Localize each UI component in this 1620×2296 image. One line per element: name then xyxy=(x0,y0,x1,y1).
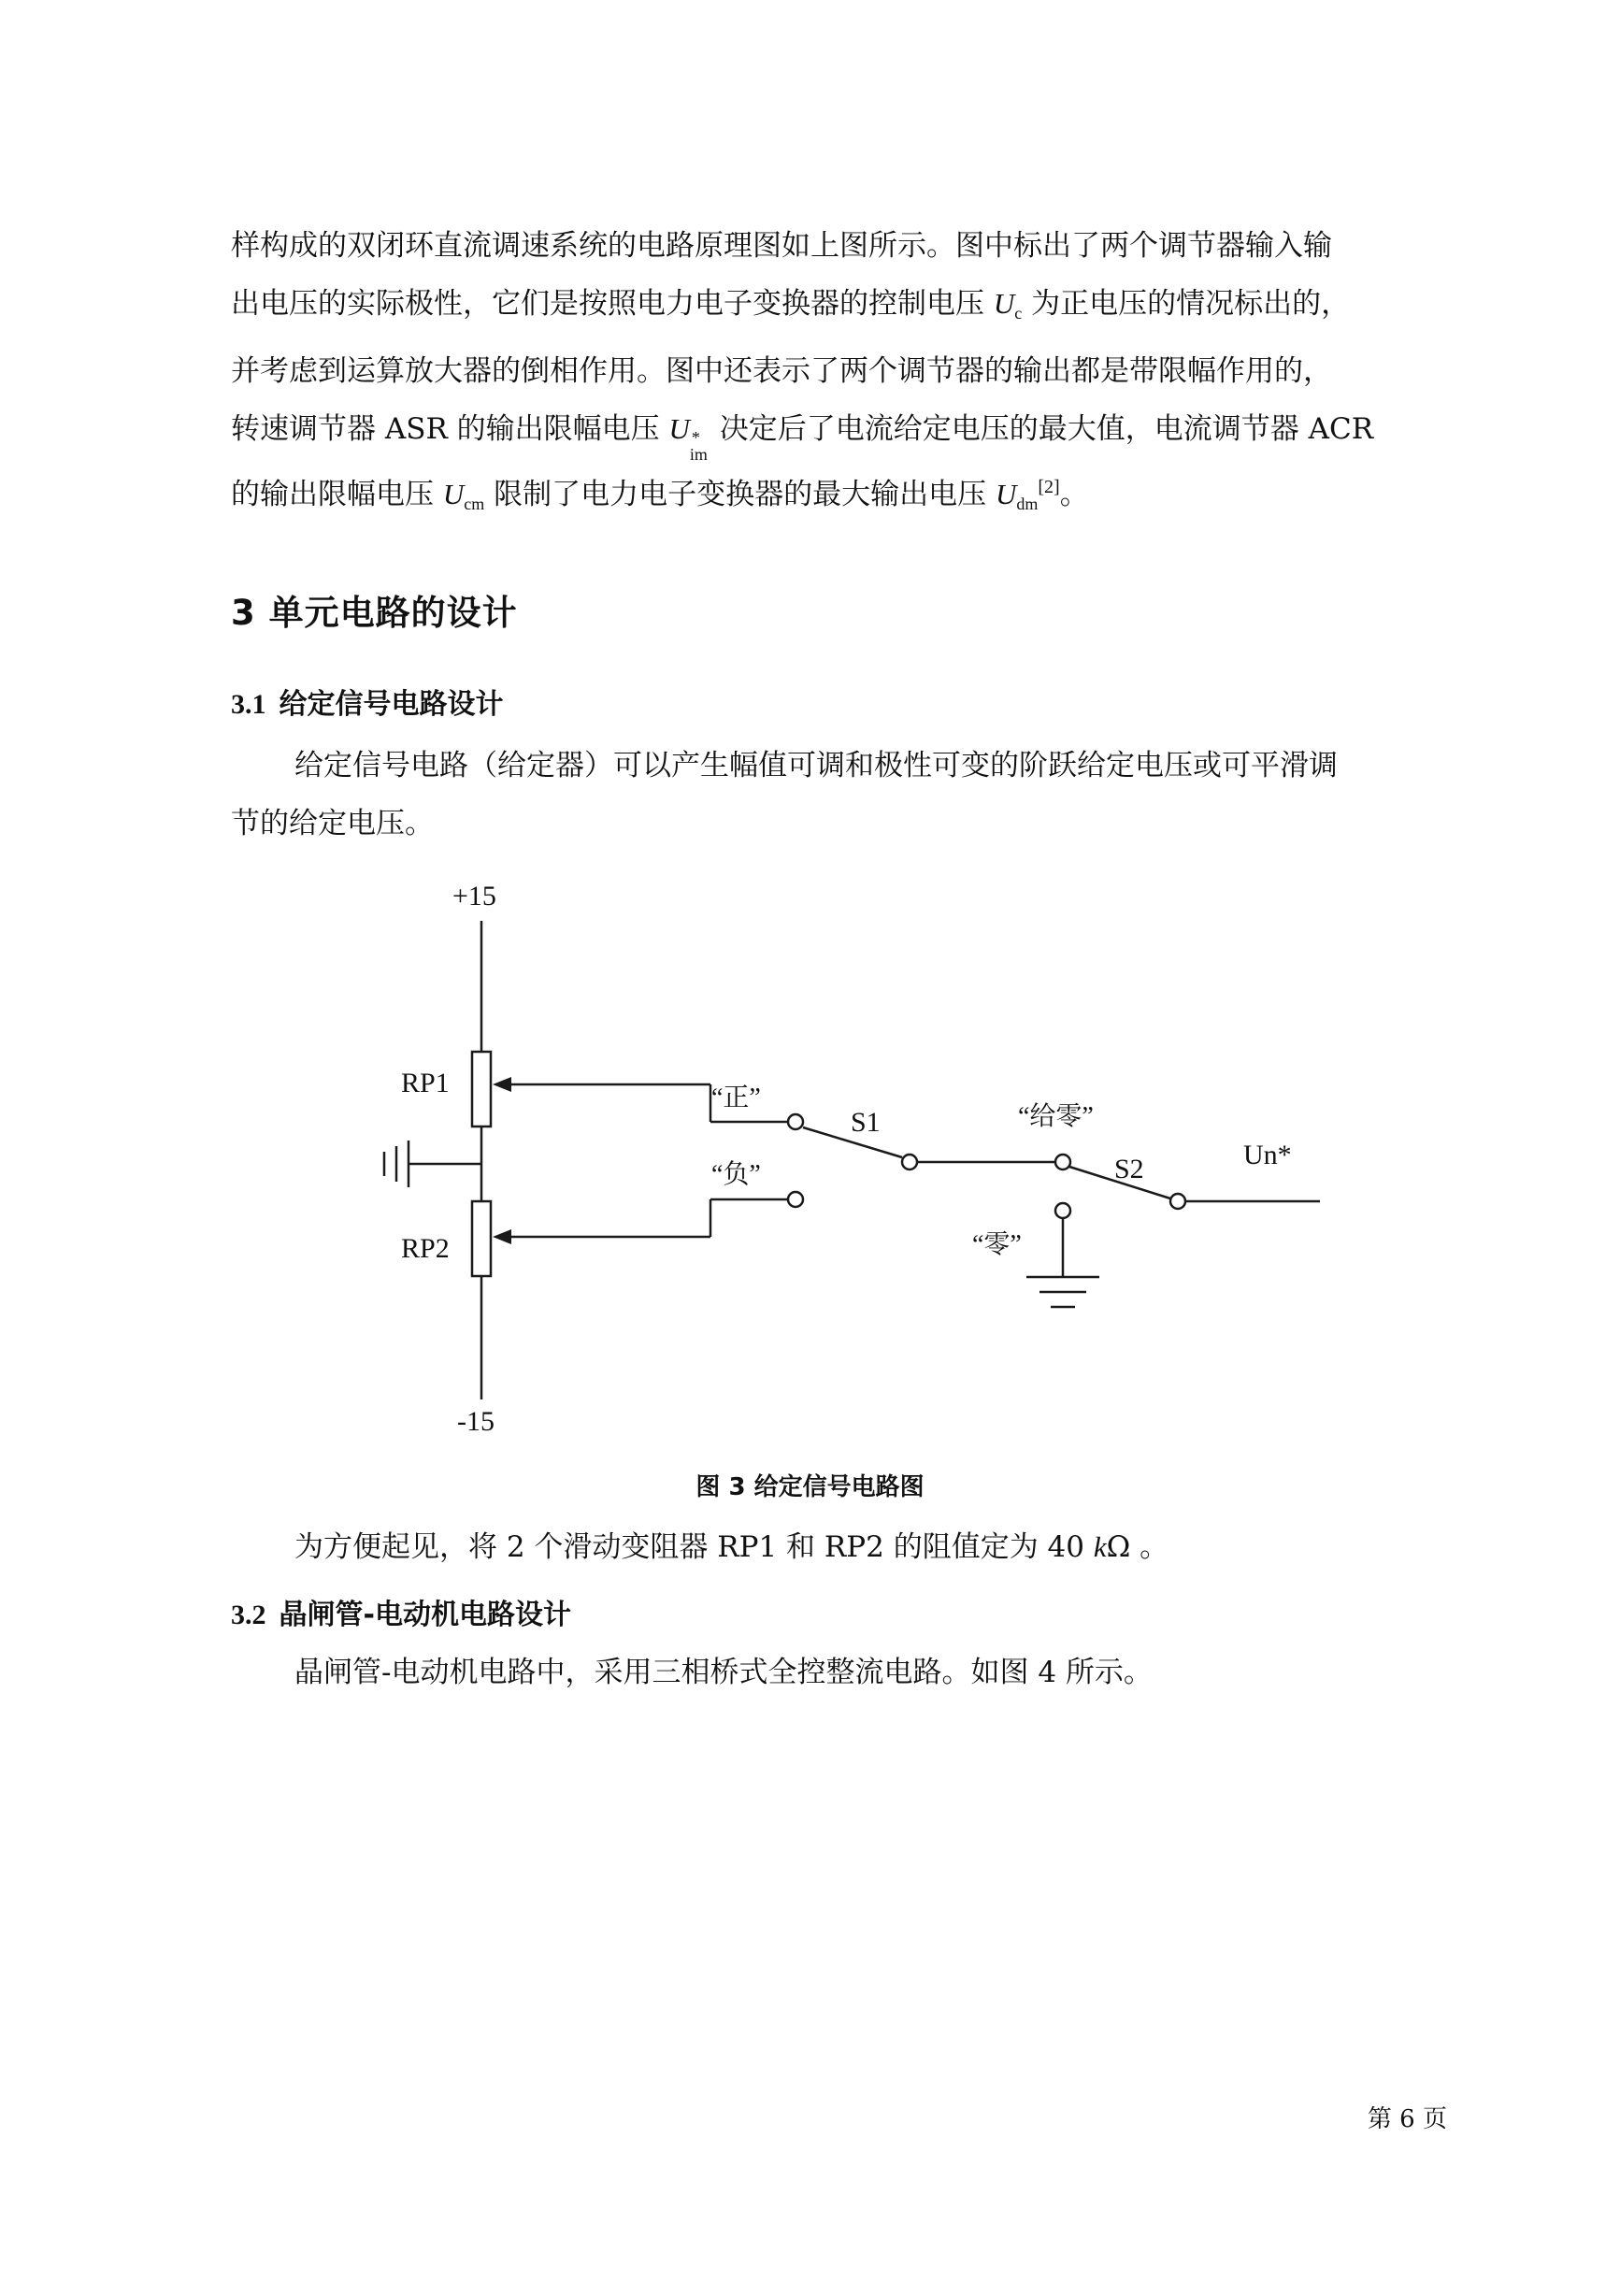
math-subscript: cm xyxy=(464,495,485,513)
text-run: 为方便起见，将 2 个滑动变阻器 RP1 和 RP2 的阻值定为 40 xyxy=(294,1530,1084,1564)
text-line: 并考虑到运算放大器的倒相作用。图中还表示了两个调节器的输出都是带限幅作用的， xyxy=(231,354,1332,388)
math-supsub xyxy=(689,422,710,464)
give-zero-terminal xyxy=(1055,1155,1070,1170)
text-line xyxy=(231,400,1457,464)
s2-label: S2 xyxy=(1114,1154,1144,1184)
s1-label: S1 xyxy=(851,1107,881,1138)
subsection-number: 3.1 xyxy=(231,689,266,720)
s2-blade xyxy=(1069,1167,1170,1198)
text-run: 决定后了电流给定电压的最大值，电流调节器 ACR xyxy=(719,412,1374,446)
page-number: 第 6 页 xyxy=(1367,2105,1447,2133)
s2-common xyxy=(1170,1194,1185,1209)
subsection-heading xyxy=(231,1591,571,1632)
zero-terminal xyxy=(1055,1203,1070,1218)
rp2-label: RP2 xyxy=(401,1233,450,1264)
rp2-resistor xyxy=(472,1201,491,1276)
rp1-label: RP1 xyxy=(401,1068,450,1098)
thyristor-paragraph xyxy=(231,1643,1457,1701)
text-line xyxy=(231,275,1457,342)
text-run: Ω 。 xyxy=(1106,1530,1169,1564)
subsection-number: 3.2 xyxy=(231,1600,266,1630)
section-heading: 3 单元电路的设计 xyxy=(231,593,518,633)
citation-ref: [2] xyxy=(1038,477,1060,497)
text-line: 晶闸管-电动机电路中，采用三相桥式全控整流电路。如图 4 所示。 xyxy=(294,1656,1153,1689)
minus15-label: -15 xyxy=(457,1406,495,1437)
text-line: 节的给定电压。 xyxy=(231,807,434,840)
math-symbol: U xyxy=(995,478,1017,510)
zero-label: “零” xyxy=(972,1230,1022,1259)
rp1-wiper-arrowhead xyxy=(493,1077,511,1092)
s1-blade xyxy=(803,1127,902,1157)
math-subscript: im xyxy=(689,444,708,464)
pos-label: “正” xyxy=(711,1083,761,1112)
figure-caption: 图 3 给定信号电路图 xyxy=(695,1473,925,1501)
neg-label: “负” xyxy=(711,1160,761,1189)
give-zero-label: “给零” xyxy=(1018,1102,1094,1131)
plus15-label: +15 xyxy=(452,881,496,911)
subsection-heading xyxy=(231,681,504,722)
text-run: 。 xyxy=(1059,478,1089,511)
resistor-paragraph xyxy=(231,1518,1457,1576)
subsection-title: 晶闸管-电动机电路设计 xyxy=(279,1599,571,1631)
math-symbol: U xyxy=(668,412,690,445)
intro-paragraph xyxy=(231,217,1457,533)
text-run: 为正电压的情况标出的， xyxy=(1031,287,1351,321)
text-line: 给定信号电路（给定器）可以产生幅值可调和极性可变的阶跃给定电压或可平滑调 xyxy=(294,749,1338,782)
text-run: 的输出限幅电压 xyxy=(231,478,434,511)
rp2-wiper-arrowhead xyxy=(493,1229,511,1244)
s1-common xyxy=(902,1155,917,1170)
math-subscript: dm xyxy=(1016,495,1039,513)
text-line xyxy=(231,1518,1457,1576)
text-run: 转速调节器 ASR 的输出限幅电压 xyxy=(231,412,660,446)
text-run: 限制了电力电子变换器的最大输出电压 xyxy=(494,478,987,511)
text-line xyxy=(231,458,1457,533)
neg-terminal xyxy=(788,1192,803,1207)
math-symbol: U xyxy=(442,478,465,510)
math-symbol: U xyxy=(993,287,1015,320)
rp1-resistor xyxy=(472,1052,491,1126)
text-line: 样构成的双闭环直流调速系统的电路原理图如上图所示。图中标出了两个调节器输入输 xyxy=(231,229,1332,263)
signal-circuit-paragraph xyxy=(231,737,1457,853)
math-symbol: k xyxy=(1093,1530,1107,1563)
subsection-title: 给定信号电路设计 xyxy=(279,688,504,721)
math-superscript: * xyxy=(691,427,700,447)
pos-terminal xyxy=(788,1114,803,1129)
text-run: 出电压的实际极性，它们是按照电力电子变换器的控制电压 xyxy=(231,287,984,321)
math-subscript: c xyxy=(1014,304,1023,323)
output-label: Un* xyxy=(1243,1140,1292,1170)
